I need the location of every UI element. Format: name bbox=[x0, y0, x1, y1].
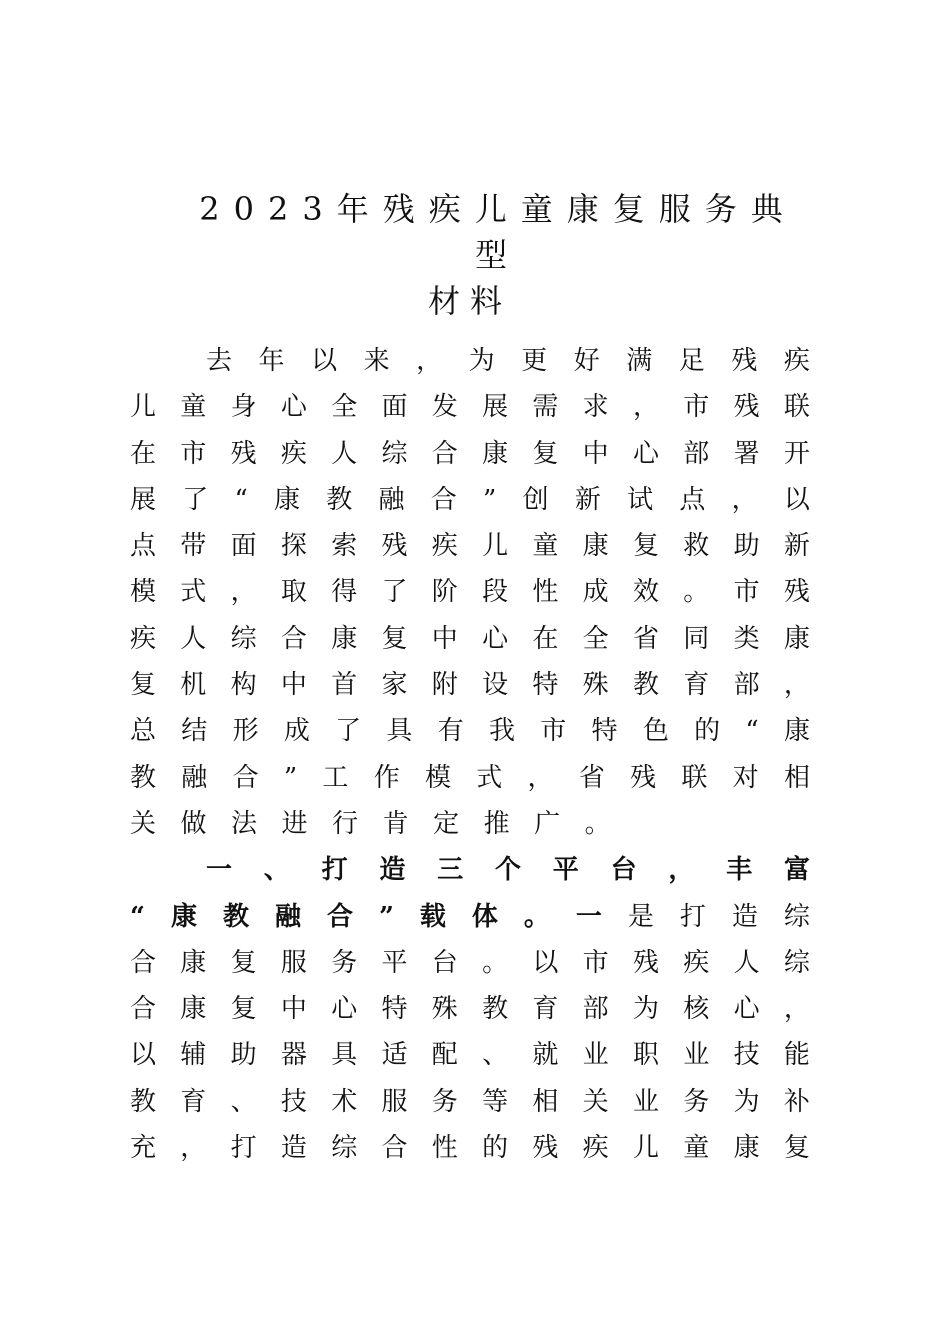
body-char: 疾 bbox=[582, 1133, 609, 1164]
body-char: 务 bbox=[431, 1086, 458, 1117]
body-char: 的 bbox=[694, 716, 721, 747]
body-char: 段 bbox=[482, 577, 509, 608]
body-char: 来 bbox=[363, 346, 390, 376]
body-char: 试 bbox=[627, 484, 654, 515]
body-char: 平 bbox=[381, 947, 408, 978]
body-char: 有 bbox=[437, 716, 464, 747]
body-char: 效 bbox=[632, 577, 659, 608]
body-char: 康 bbox=[783, 623, 810, 654]
body-char: 复 bbox=[230, 994, 257, 1025]
body-char: 以 bbox=[532, 947, 559, 978]
body-line bbox=[130, 1032, 810, 1078]
body-char: 点 bbox=[679, 484, 706, 515]
body-char: 打 bbox=[679, 901, 706, 932]
body-char: 疾 bbox=[683, 947, 710, 978]
body-char: 殊 bbox=[431, 994, 458, 1025]
body-char: 丰 bbox=[726, 855, 753, 886]
body-char: 儿 bbox=[130, 392, 157, 423]
body-char: 附 bbox=[431, 670, 458, 701]
body-char: 复 bbox=[532, 438, 559, 469]
body-char: 新 bbox=[574, 484, 601, 515]
body-char: 相 bbox=[783, 762, 810, 793]
body-char: 市 bbox=[733, 577, 760, 608]
body-char: 定 bbox=[433, 808, 460, 839]
body-char: 心 bbox=[632, 438, 659, 469]
body-char: 殊 bbox=[582, 670, 609, 701]
body-char: 创 bbox=[522, 484, 549, 515]
body-char: 残 bbox=[731, 346, 758, 376]
body-char: “ bbox=[745, 716, 759, 747]
body-char: 省 bbox=[632, 623, 659, 654]
body-char: 康 bbox=[274, 484, 301, 515]
body-char: 足 bbox=[678, 346, 705, 376]
body-char: 、 bbox=[482, 1040, 509, 1071]
body-char: 开 bbox=[783, 438, 810, 469]
body-char: 发 bbox=[431, 392, 458, 423]
body-char: 更 bbox=[521, 346, 548, 376]
body-char: ， bbox=[783, 994, 810, 1025]
body-char: 身 bbox=[230, 392, 257, 423]
body-char: 广 bbox=[534, 808, 561, 839]
title-line-2: 材料 bbox=[427, 282, 512, 320]
body-char: 年 bbox=[258, 346, 285, 376]
body-char: 业 bbox=[632, 1086, 659, 1117]
body-char: 性 bbox=[431, 1133, 458, 1164]
body-char: 技 bbox=[280, 1086, 307, 1117]
body-char: ， bbox=[416, 346, 443, 376]
body-char: 合 bbox=[326, 901, 353, 932]
body-char: 教 bbox=[222, 901, 249, 932]
body-char: 业 bbox=[683, 1040, 710, 1071]
body-char: 特 bbox=[381, 994, 408, 1025]
body-char: ” bbox=[283, 762, 298, 793]
body-char: 器 bbox=[280, 1040, 307, 1071]
body-char: 康 bbox=[331, 623, 358, 654]
body-line bbox=[130, 986, 810, 1032]
body-char: 以 bbox=[311, 346, 338, 376]
body-line bbox=[130, 569, 810, 615]
body-char: 业 bbox=[582, 1040, 609, 1071]
body-char: 对 bbox=[732, 762, 759, 793]
body-char: 童 bbox=[683, 1133, 710, 1164]
body-char: 辅 bbox=[180, 1040, 207, 1071]
body-char: 核 bbox=[683, 994, 710, 1025]
body-line bbox=[130, 477, 810, 523]
body-char: 新 bbox=[783, 531, 810, 562]
body-char: 模 bbox=[424, 762, 451, 793]
body-char: 融 bbox=[378, 484, 405, 515]
body-line bbox=[130, 523, 810, 569]
body-char: 联 bbox=[783, 392, 810, 423]
body-char: 法 bbox=[231, 808, 258, 839]
body-char: 结 bbox=[181, 716, 208, 747]
body-char: 部 bbox=[733, 670, 760, 701]
body-char: ， bbox=[783, 670, 810, 701]
body-char: 综 bbox=[230, 623, 257, 654]
body-char: 形 bbox=[232, 716, 259, 747]
body-char: 了 bbox=[381, 577, 408, 608]
body-char: 的 bbox=[482, 1133, 509, 1164]
body-char: 进 bbox=[281, 808, 308, 839]
body-char: 复 bbox=[632, 531, 659, 562]
body-char: 中 bbox=[280, 670, 307, 701]
body-char: 类 bbox=[733, 623, 760, 654]
body-char: 心 bbox=[280, 392, 307, 423]
body-char: 总 bbox=[130, 716, 157, 747]
body-char: 融 bbox=[181, 762, 208, 793]
body-char: “ bbox=[234, 484, 248, 515]
body-line bbox=[130, 338, 810, 384]
body-char: 富 bbox=[783, 855, 810, 886]
body-char: 、 bbox=[230, 1086, 257, 1117]
body-char: 色 bbox=[642, 716, 669, 747]
body-char: 服 bbox=[381, 1086, 408, 1117]
body-char: 复 bbox=[130, 670, 157, 701]
body-char: 教 bbox=[326, 484, 353, 515]
body-char: ” bbox=[483, 484, 497, 515]
body-char: 童 bbox=[180, 392, 207, 423]
body-line bbox=[130, 801, 810, 847]
body-char: 去 bbox=[206, 346, 233, 376]
body-line bbox=[130, 616, 810, 662]
body-char: 合 bbox=[130, 947, 157, 978]
document-body bbox=[130, 338, 810, 1171]
body-char: 了 bbox=[182, 484, 209, 515]
body-char: 人 bbox=[180, 623, 207, 654]
body-line bbox=[130, 1125, 810, 1171]
body-char: 造 bbox=[280, 1133, 307, 1164]
body-char: 合 bbox=[130, 994, 157, 1025]
body-char: 个 bbox=[494, 855, 521, 886]
body-char: 工 bbox=[322, 762, 349, 793]
body-char: 特 bbox=[591, 716, 618, 747]
body-char: 首 bbox=[331, 670, 358, 701]
body-char: ， bbox=[180, 1133, 207, 1164]
body-char: 复 bbox=[230, 947, 257, 978]
body-char: 机 bbox=[180, 670, 207, 701]
body-char: 满 bbox=[626, 346, 653, 376]
body-char: 、 bbox=[263, 855, 290, 886]
body-char: 成 bbox=[582, 577, 609, 608]
body-char: 充 bbox=[130, 1133, 157, 1164]
body-char: 点 bbox=[130, 531, 157, 562]
body-char: 合 bbox=[232, 762, 259, 793]
body-char: 康 bbox=[783, 716, 810, 747]
body-char: 作 bbox=[373, 762, 400, 793]
body-char: ， bbox=[632, 392, 659, 423]
body-char: 综 bbox=[783, 901, 810, 932]
body-char: 心 bbox=[733, 994, 760, 1025]
body-char: 复 bbox=[783, 1133, 810, 1164]
body-char: 部 bbox=[683, 438, 710, 469]
body-char: 残 bbox=[532, 1133, 559, 1164]
body-char: 技 bbox=[733, 1040, 760, 1071]
body-char: 康 bbox=[180, 947, 207, 978]
body-char: 儿 bbox=[482, 531, 509, 562]
body-char: 同 bbox=[683, 623, 710, 654]
body-char: 疾 bbox=[280, 438, 307, 469]
body-char: ， bbox=[230, 577, 257, 608]
body-char: 助 bbox=[733, 531, 760, 562]
body-char: 就 bbox=[532, 1040, 559, 1071]
body-char: 服 bbox=[280, 947, 307, 978]
body-char: 特 bbox=[532, 670, 559, 701]
body-char: 残 bbox=[630, 762, 657, 793]
body-char: 职 bbox=[632, 1040, 659, 1071]
body-line bbox=[130, 847, 810, 893]
body-char: 合 bbox=[431, 438, 458, 469]
body-char: 关 bbox=[130, 808, 157, 839]
body-char: 以 bbox=[130, 1040, 157, 1071]
document-title bbox=[130, 186, 810, 324]
body-char: 康 bbox=[582, 531, 609, 562]
body-char: 心 bbox=[331, 994, 358, 1025]
body-char: 具 bbox=[331, 1040, 358, 1071]
body-char: 家 bbox=[381, 670, 408, 701]
body-line bbox=[130, 894, 810, 940]
body-char: 综 bbox=[783, 947, 810, 978]
body-line bbox=[130, 384, 810, 430]
body-char: 合 bbox=[381, 1133, 408, 1164]
body-char: 构 bbox=[230, 670, 257, 701]
body-char: “ bbox=[130, 901, 145, 932]
body-char: 成 bbox=[283, 716, 310, 747]
body-char: 残 bbox=[733, 392, 760, 423]
body-line bbox=[130, 755, 810, 801]
body-char: 平 bbox=[552, 855, 579, 886]
body-char: 康 bbox=[180, 994, 207, 1025]
body-char: 市 bbox=[683, 392, 710, 423]
body-char: 为 bbox=[632, 994, 659, 1025]
body-char: 展 bbox=[482, 392, 509, 423]
body-char: 综 bbox=[381, 438, 408, 469]
body-char: 教 bbox=[130, 1086, 157, 1117]
body-char: 市 bbox=[180, 438, 207, 469]
body-char: 探 bbox=[280, 531, 307, 562]
body-char: ， bbox=[668, 855, 695, 886]
body-char: 助 bbox=[230, 1040, 257, 1071]
body-char: 等 bbox=[482, 1086, 509, 1117]
body-char: 面 bbox=[230, 531, 257, 562]
body-char: 疾 bbox=[783, 346, 810, 376]
body-char: 。 bbox=[683, 577, 710, 608]
body-char: 部 bbox=[582, 994, 609, 1025]
body-char: 好 bbox=[573, 346, 600, 376]
body-char: 融 bbox=[274, 901, 301, 932]
body-char: 。 bbox=[523, 901, 550, 932]
body-char: 具 bbox=[386, 716, 413, 747]
body-char: 疾 bbox=[431, 531, 458, 562]
body-char: 造 bbox=[731, 901, 758, 932]
body-char: 人 bbox=[331, 438, 358, 469]
body-char: 残 bbox=[783, 577, 810, 608]
body-line bbox=[130, 940, 810, 986]
body-char: 求 bbox=[582, 392, 609, 423]
body-char: 为 bbox=[733, 1086, 760, 1117]
body-char: 儿 bbox=[632, 1133, 659, 1164]
body-char: 性 bbox=[532, 577, 559, 608]
body-char: 台 bbox=[431, 947, 458, 978]
body-char: 省 bbox=[578, 762, 605, 793]
body-char: 康 bbox=[170, 901, 197, 932]
body-char: 设 bbox=[482, 670, 509, 701]
body-char: 康 bbox=[482, 438, 509, 469]
body-char: 推 bbox=[483, 808, 510, 839]
body-char: 全 bbox=[331, 392, 358, 423]
body-line bbox=[130, 708, 810, 754]
body-char: 配 bbox=[431, 1040, 458, 1071]
body-char: 心 bbox=[482, 623, 509, 654]
body-char: 。 bbox=[482, 947, 509, 978]
body-char: 署 bbox=[733, 438, 760, 469]
body-char: 体 bbox=[471, 901, 498, 932]
body-char: 人 bbox=[733, 947, 760, 978]
body-char: 救 bbox=[683, 531, 710, 562]
body-char: 中 bbox=[431, 623, 458, 654]
title-line-1: 2023年残疾儿童康复服务典型 bbox=[199, 190, 797, 274]
body-char: 在 bbox=[532, 623, 559, 654]
body-char: 阶 bbox=[431, 577, 458, 608]
body-char: 务 bbox=[331, 947, 358, 978]
body-char: 残 bbox=[381, 531, 408, 562]
body-char: 补 bbox=[783, 1086, 810, 1117]
body-char: 教 bbox=[632, 670, 659, 701]
body-char: 我 bbox=[488, 716, 515, 747]
body-char: 。 bbox=[584, 808, 611, 839]
body-char: 得 bbox=[331, 577, 358, 608]
body-char: 台 bbox=[610, 855, 637, 886]
body-char: 模 bbox=[130, 577, 157, 608]
body-line bbox=[130, 431, 810, 477]
body-char: 教 bbox=[482, 994, 509, 1025]
body-char: 中 bbox=[280, 994, 307, 1025]
body-line bbox=[130, 662, 810, 708]
body-char: 合 bbox=[430, 484, 457, 515]
body-char: 索 bbox=[331, 531, 358, 562]
body-char: 适 bbox=[381, 1040, 408, 1071]
body-char: 一 bbox=[575, 901, 602, 932]
body-char: ” bbox=[378, 901, 394, 932]
body-char: 行 bbox=[332, 808, 359, 839]
body-char: 复 bbox=[381, 623, 408, 654]
body-char: 取 bbox=[280, 577, 307, 608]
body-char: 教 bbox=[130, 762, 157, 793]
body-char: 为 bbox=[468, 346, 495, 376]
body-char: 疾 bbox=[130, 623, 157, 654]
body-char: 童 bbox=[532, 531, 559, 562]
body-char: 三 bbox=[437, 855, 464, 886]
body-char: 一 bbox=[206, 855, 233, 886]
body-char: 了 bbox=[335, 716, 362, 747]
body-char: 面 bbox=[381, 392, 408, 423]
body-char: 载 bbox=[419, 901, 446, 932]
body-char: 带 bbox=[180, 531, 207, 562]
body-char: 中 bbox=[582, 438, 609, 469]
body-line bbox=[130, 1079, 810, 1125]
body-char: 合 bbox=[280, 623, 307, 654]
body-char: 残 bbox=[230, 438, 257, 469]
body-char: 式 bbox=[180, 577, 207, 608]
body-char: 康 bbox=[733, 1133, 760, 1164]
body-char: 育 bbox=[683, 670, 710, 701]
body-char: 联 bbox=[681, 762, 708, 793]
body-char: 式 bbox=[476, 762, 503, 793]
body-char: 育 bbox=[180, 1086, 207, 1117]
body-char: 打 bbox=[230, 1133, 257, 1164]
body-char: ， bbox=[527, 762, 554, 793]
body-char: 肯 bbox=[382, 808, 409, 839]
body-char: 造 bbox=[379, 855, 406, 886]
body-char: 相 bbox=[532, 1086, 559, 1117]
body-char: 是 bbox=[627, 901, 654, 932]
body-char: 打 bbox=[321, 855, 348, 886]
body-char: 需 bbox=[532, 392, 559, 423]
body-char: 全 bbox=[582, 623, 609, 654]
body-char: ， bbox=[731, 484, 758, 515]
body-char: 残 bbox=[632, 947, 659, 978]
body-char: 市 bbox=[582, 947, 609, 978]
body-char: 关 bbox=[582, 1086, 609, 1117]
body-char: 术 bbox=[331, 1086, 358, 1117]
body-char: 市 bbox=[540, 716, 567, 747]
body-char: 综 bbox=[331, 1133, 358, 1164]
body-char: 以 bbox=[783, 484, 810, 515]
body-char: 务 bbox=[683, 1086, 710, 1117]
body-char: 能 bbox=[783, 1040, 810, 1071]
body-char: 展 bbox=[130, 484, 157, 515]
body-char: 育 bbox=[532, 994, 559, 1025]
body-char: 在 bbox=[130, 438, 157, 469]
body-char: 做 bbox=[180, 808, 207, 839]
